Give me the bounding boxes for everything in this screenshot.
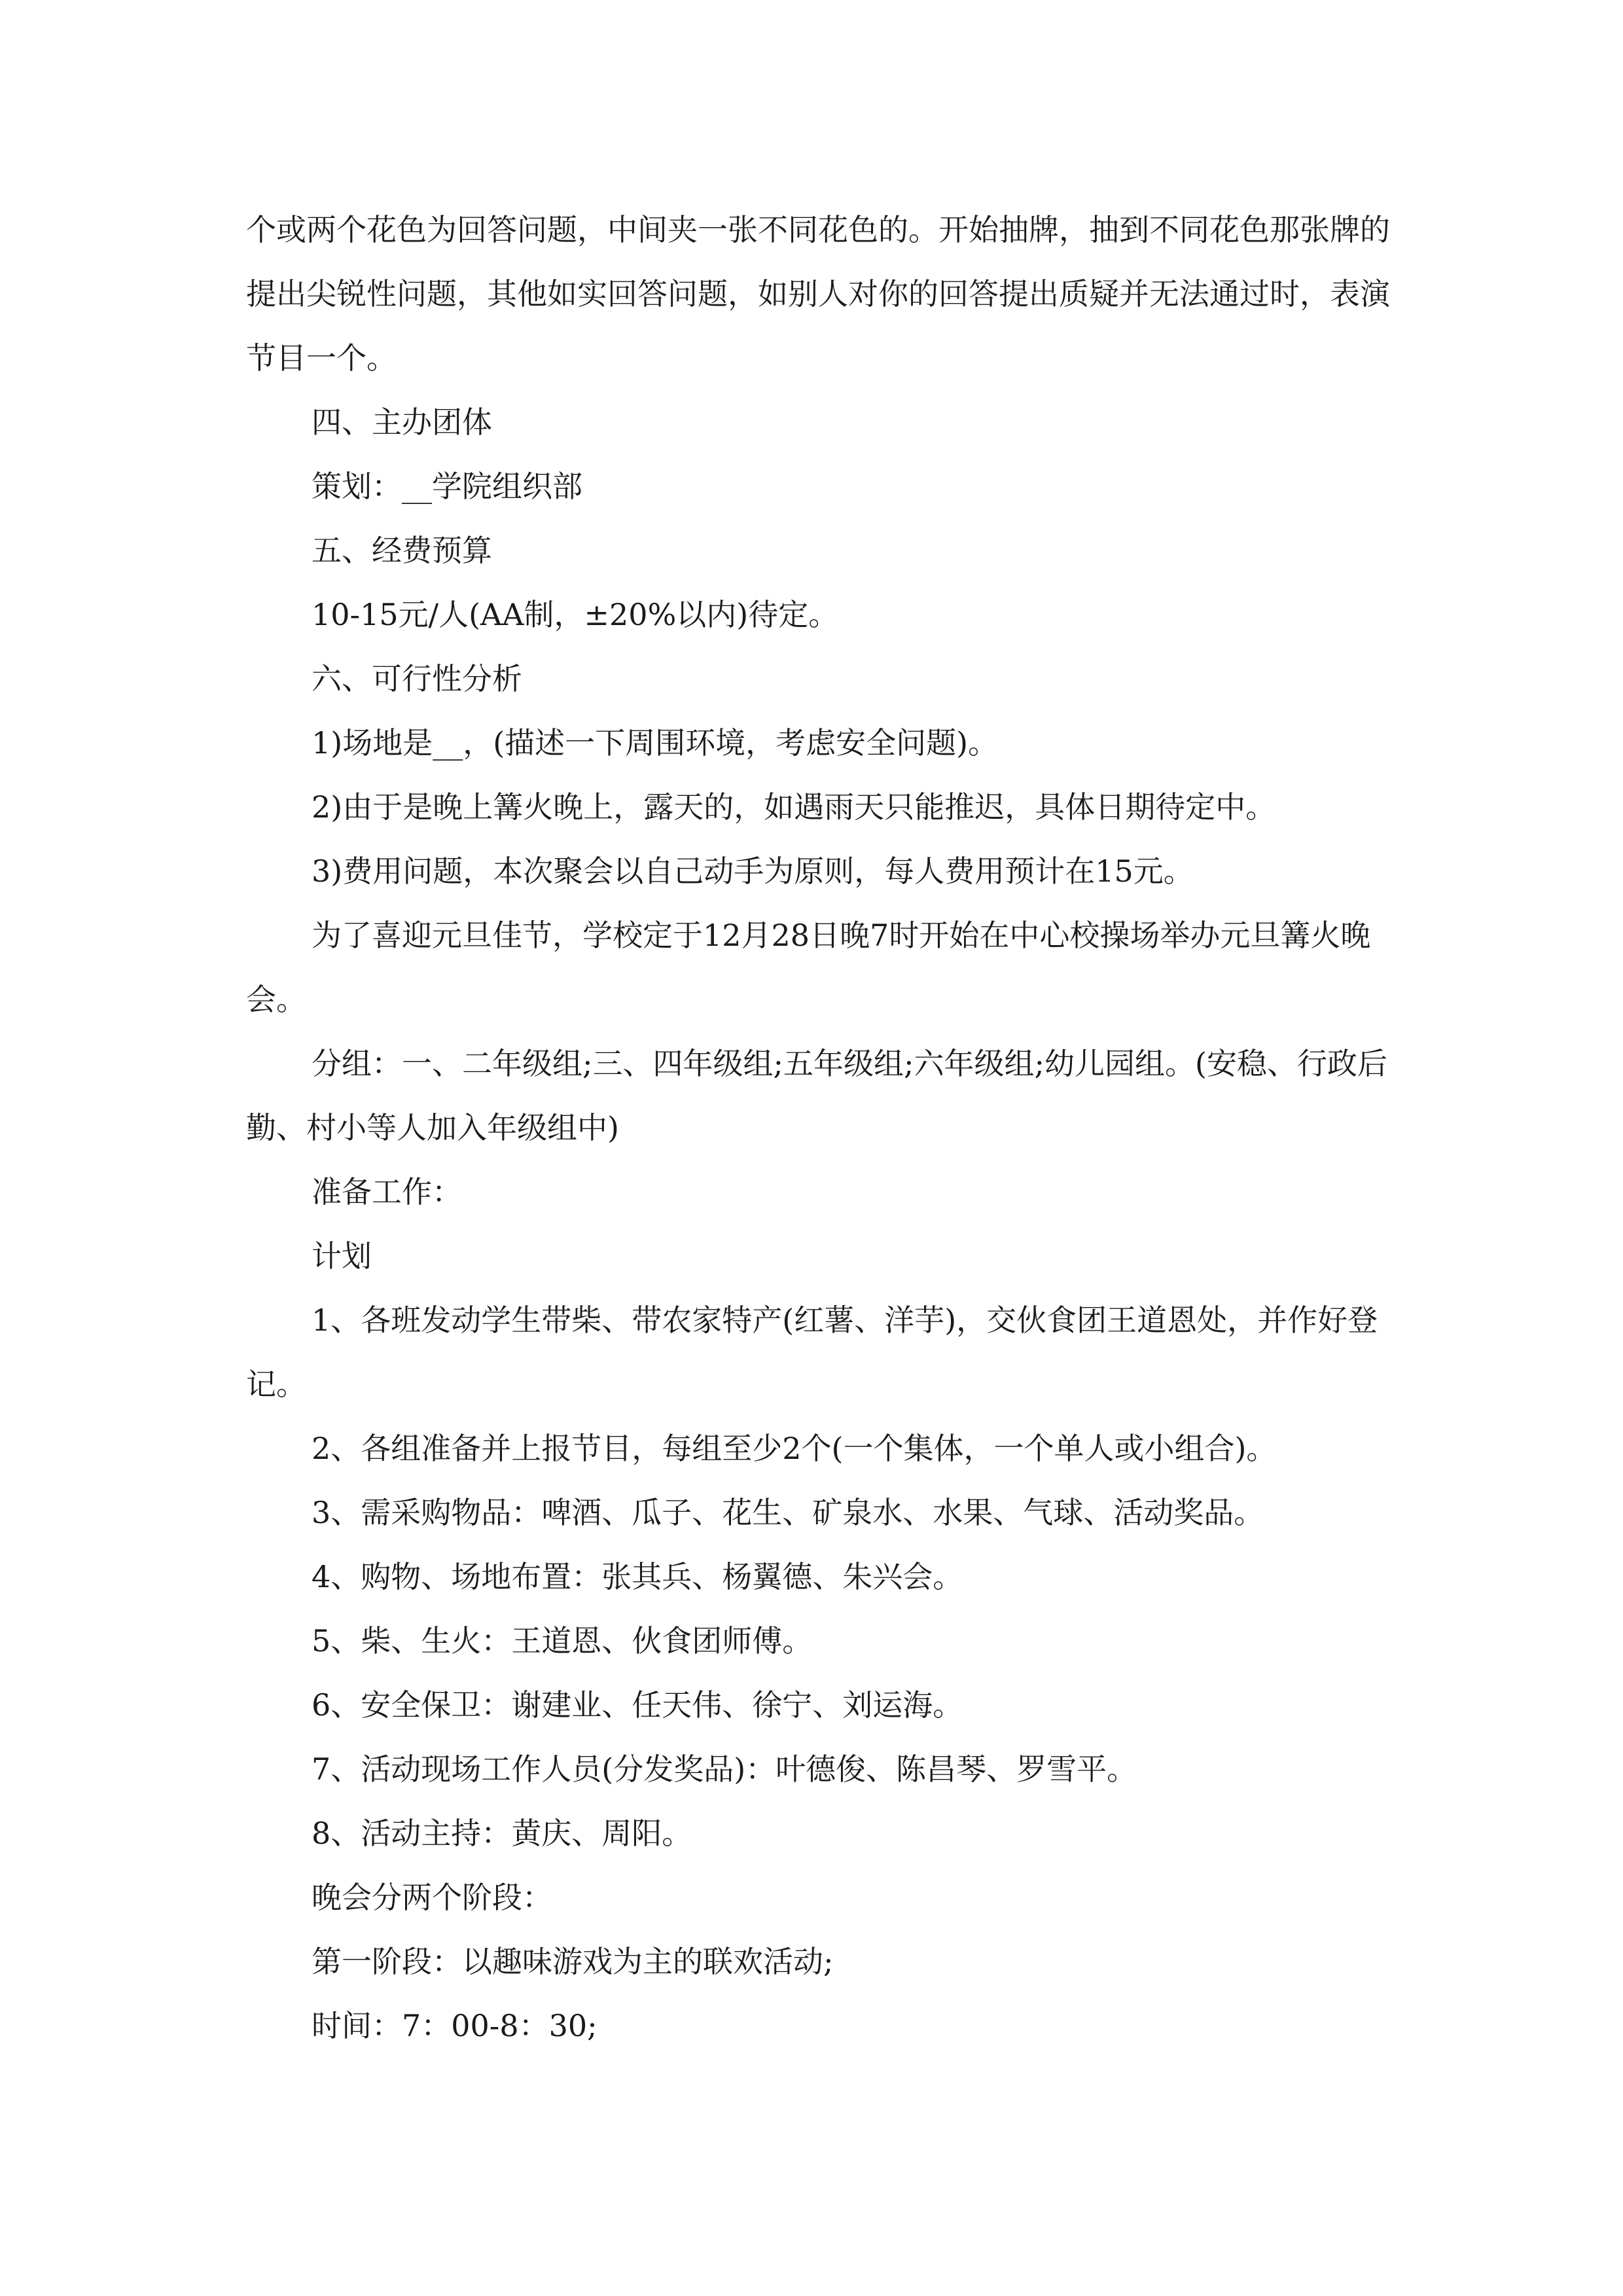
- plan-item-7: 7、活动现场工作人员(分发奖品)：叶德俊、陈昌琴、罗雪平。: [312, 1751, 1137, 1787]
- section-heading-plan: 计划: [312, 1238, 372, 1274]
- paragraph-groups: 分组：一、二年级组;三、四年级组;五年级组;六年级组;幼儿园组。(安稳、行政后勤、村小等人加入年级组中): [246, 1046, 1387, 1145]
- paragraph-intro-continuation: 个或两个花色为回答问题，中间夹一张不同花色的。开始抽牌，抽到不同花色那张牌的提出尖锐性问题，其他如实回答问题，如别人对你的回答提出质疑并无法通过时，表演节目一个。: [246, 212, 1390, 376]
- plan-item-6: 6、安全保卫：谢建业、任天伟、徐宁、刘运海。: [312, 1687, 963, 1723]
- paragraph-feasibility-1: 1)场地是__，(描述一下周围环境，考虑安全问题)。: [312, 725, 999, 761]
- plan-item-3: 3、需采购物品：啤酒、瓜子、花生、矿泉水、水果、气球、活动奖品。: [312, 1495, 1264, 1530]
- paragraph-budget: 10-15元/人(AA制，±20%以内)待定。: [312, 597, 839, 632]
- document-body: [246, 198, 1398, 2058]
- plan-item-8: 8、活动主持：黄庆、周阳。: [312, 1816, 692, 1851]
- paragraph-feasibility-3: 3)费用问题，本次聚会以自己动手为原则，每人费用预计在15元。: [312, 853, 1194, 889]
- section-heading-feasibility: 六、可行性分析: [312, 661, 522, 696]
- section-heading-budget: 五、经费预算: [312, 533, 492, 568]
- plan-item-4: 4、购物、场地布置：张其兵、杨翼德、朱兴会。: [312, 1559, 963, 1594]
- paragraph-feasibility-2: 2)由于是晚上篝火晚上，露天的，如遇雨天只能推迟，具体日期待定中。: [312, 789, 1276, 825]
- plan-item-2: 2、各组准备并上报节目，每组至少2个(一个集体，一个单人或小组合)。: [312, 1431, 1277, 1466]
- paragraph-stage-one: 第一阶段：以趣味游戏为主的联欢活动;: [312, 1944, 834, 1979]
- section-heading-organizer: 四、主办团体: [312, 404, 492, 440]
- paragraph-stage-one-time: 时间：7：00-8：30;: [312, 2008, 597, 2043]
- plan-item-5: 5、柴、生火：王道恩、伙食团师傅。: [312, 1623, 813, 1659]
- paragraph-event-intro: 为了喜迎元旦佳节，学校定于12月28日晚7时开始在中心校操场举办元旦篝火晚会。: [246, 918, 1371, 1017]
- paragraph-planner: 策划：__学院组织部: [312, 469, 582, 504]
- plan-item-1: 1、各班发动学生带柴、带农家特产(红薯、洋芋)，交伙食团王道恩处，并作好登记。: [246, 1302, 1378, 1402]
- section-heading-preparation: 准备工作：: [312, 1174, 462, 1210]
- paragraph-stages: 晚会分两个阶段：: [312, 1880, 552, 1915]
